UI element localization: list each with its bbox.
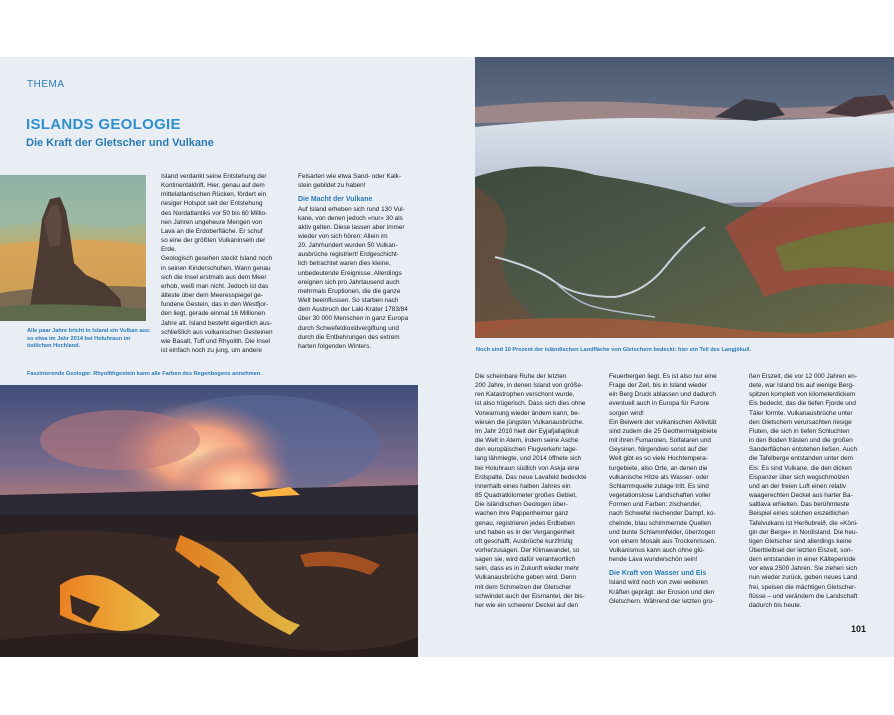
article-subtitle: Die Kraft der Gletscher und Vulkane bbox=[26, 137, 214, 149]
caption-rhyolite: Faszinierende Geologie: Rhyolithgestein kann alle Farben des Regenbogens annehmen. bbox=[27, 371, 262, 377]
text-column-5 bbox=[749, 372, 867, 610]
column-paragraph: ßen Eiszeit, die vor 12 000 Jahren en- dete, war Island bis auf wenige Berg- spitzen komplett von kilometerdickem Eis bedeckt, das die tiefen Fjorde und Täler formte. Vulkanausbrüche unter den Gletschern verursachten riesige Fluten, die sich in tiefen Schluchten in den Boden frästen und die großen Sanderflächen entstehen ließen. Auch die Tafelberge entstanden unter dem Eis: Es sind Vulkane, die den dicken Eispanzer über sich wegschmolzen und an der freien Luft einen relativ waagerechten Deckel aus harter Ba- saltlava erhielten. Das berühmteste Beispiel eines solchen eiszeitlichen Tafelvulkans ist Herðubreið, die »Köni- gin der Berge« in Nordisland. Die heu- tigen Gletscher sind allerdings keine Überbleibsel der letzten Eiszeit, son- dern entstanden in einer Kälteperiode vor etwa 2500 Jahren. Sie ziehen sich nun wieder zurück, geben neues Land frei, speisen die mächtigen Gletscher- flüsse – und verändern die Landschaft dadurch bis heute. bbox=[749, 373, 859, 609]
volcano-eruption-photo bbox=[0, 385, 418, 657]
column-paragraph: Feuerbergen liegt. Es ist also nur eine Frage der Zeit, bis in Island wieder ein Berg Druck ablassen und dadurch eventuell auch in Europa für Furore sorgen wird! Ein Beiwerk der vulkanischen Aktivität sind zudem die 25 Geothermalgebiete mit ihren Fumarolen, Solfataren und Geysiren. Nirgendwo sonst auf der Welt gibt es so viele Hochtempera- turgebiete, also Orte, an denen die vulkanische Hitze als Wasser- oder Schlammquelle zutage tritt. Es sind vegetationslose Landschaften voller Formen und Farben: zischender, nach Schwefel riechender Dampf, ko- chelnde, blau schimmernde Quellen und bunte Schlammfelder, überzogen von einem Mosaik aus Trockenrissen. Vulkanismus kann auch ohne glü- hende Lava wunderschön sein! bbox=[609, 373, 717, 564]
column-paragraph: Die scheinbare Ruhe der letzten 200 Jahre, in denen Island von größe- ren Katastrophen verschont wurde, ist also trügerisch. Dass sich dies ohne Vorwarnung wieder ändern kann, be- wiesen die jüngsten Vulkanausbrüche. Im Jahr 2010 hielt der Eyjafjallajökull die Welt in Atem, indem seine Asche den europäischen Flugverkehr tage- lang lähmlegte, und 2014 öffnete sich bei Holuhraun südlich von Askja eine Erdspalte. Das neue Lavafeld bedeckte innerhalb eines halben Jahres ein 85 Quadratkilometer großes Gebiet. Die isländischen Geologen über- wachen ihre Pappenheimer ganz genau, registrieren jedes Erdbeben und haben es in der Vergangenheit oft geschafft, Ausbrüche kurzfristig vorherzusagen. Der Klimawandel, so sagen sie, wird dafür verantwortlich sein, dass es in Zukunft wieder mehr Vulkanausbrüche geben wird. Denn mit dem Schmelzen der Gletscher schwindet auch der Eismantel, der bis- her wie ein schwerer Deckel auf den bbox=[475, 373, 587, 609]
column-paragraph: Island wird noch von zwei weiteren Kräften geprägt: der Erosion und den Gletschern. Während der letzten gro- bbox=[609, 579, 715, 605]
section-heading-volcanoes: Die Macht der Vulkane bbox=[298, 196, 373, 204]
page-number: 101 bbox=[851, 624, 867, 634]
glacier-landscape-photo bbox=[475, 57, 894, 338]
article-title: ISLANDS GEOLOGIE bbox=[26, 116, 181, 133]
lava-rock-photo bbox=[0, 175, 146, 321]
text-column-3 bbox=[475, 372, 593, 610]
section-label: THEMA bbox=[27, 79, 65, 90]
section-heading-water-ice: Die Kraft von Wasser und Eis bbox=[609, 570, 707, 578]
text-column-2 bbox=[298, 172, 418, 351]
column-paragraph: Auf Island erheben sich rund 130 Vul- kane, von denen jedoch »nur« 30 als aktiv gelten. Diese lassen aber immer wieder von sich hören: Allein im 20. Jahrhundert wurden 50 Vulkan- ausbrüche registriert! Erdgeschicht- lich betrachtet waren dies kleine, unbedeutende Ereignisse. Allerdings ereignen sich pro Jahrtausend auch mehrmals Eruptionen, die die ganze Welt beeinflussen. So starben nach dem Ausbruch der Laki-Krater 1783/84 über 30 000 Menschen in ganz Europa durch Schwefeldioxidvergiftung und durch die Entbehrungen des extrem harten folgenden Winters. bbox=[298, 205, 409, 350]
text-column-4 bbox=[609, 372, 727, 606]
caption-glacier: Noch sind 10 Prozent der isländischen Landfläche von Gletschern bedeckt: hier ein Teil des Langjökull. bbox=[476, 347, 751, 353]
column-paragraph: Felsarten wie etwa Sand- oder Kalk- stein gebildet zu haben! bbox=[298, 173, 402, 190]
column-paragraph: Island verdankt seine Entstehung der Kontinentaldrift. Hier, genau auf dem mittelatlantischen Rücken, fördert ein riesiger Hotspot seit der Entstehung des Nordatlantiks vor 50 bis 60 Millio- nen Jahren ungeheure Mengen von Lava an die Erdoberfläche. Er schuf so eine der größten Vulkaninseln der Erde. Geologisch gesehen steckt Island noch in seinen Kinderschuhen. Wann genau sich die Insel erstmals aus dem Meer erhob, weiß man nicht. Jedoch ist das älteste über dem Meeresspiegel ge- fundene Gestein, das in den Westfjor- den liegt, gerade einmal 16 Millionen Jahre alt. Island besteht eigentlich aus- schließlich aus vulkanischen Gesteinen wie Basalt, Tuff und Rhyolith. Die Insel ist einfach noch zu jung, um andere bbox=[161, 173, 273, 354]
magazine-spread bbox=[0, 57, 894, 657]
text-column-1 bbox=[161, 172, 279, 355]
caption-rock: Alle paar Jahre bricht in Island ein Vulkan aus: so etwa im Jahr 2014 bei Holuhraun im östlichen Hochland. bbox=[27, 328, 151, 350]
